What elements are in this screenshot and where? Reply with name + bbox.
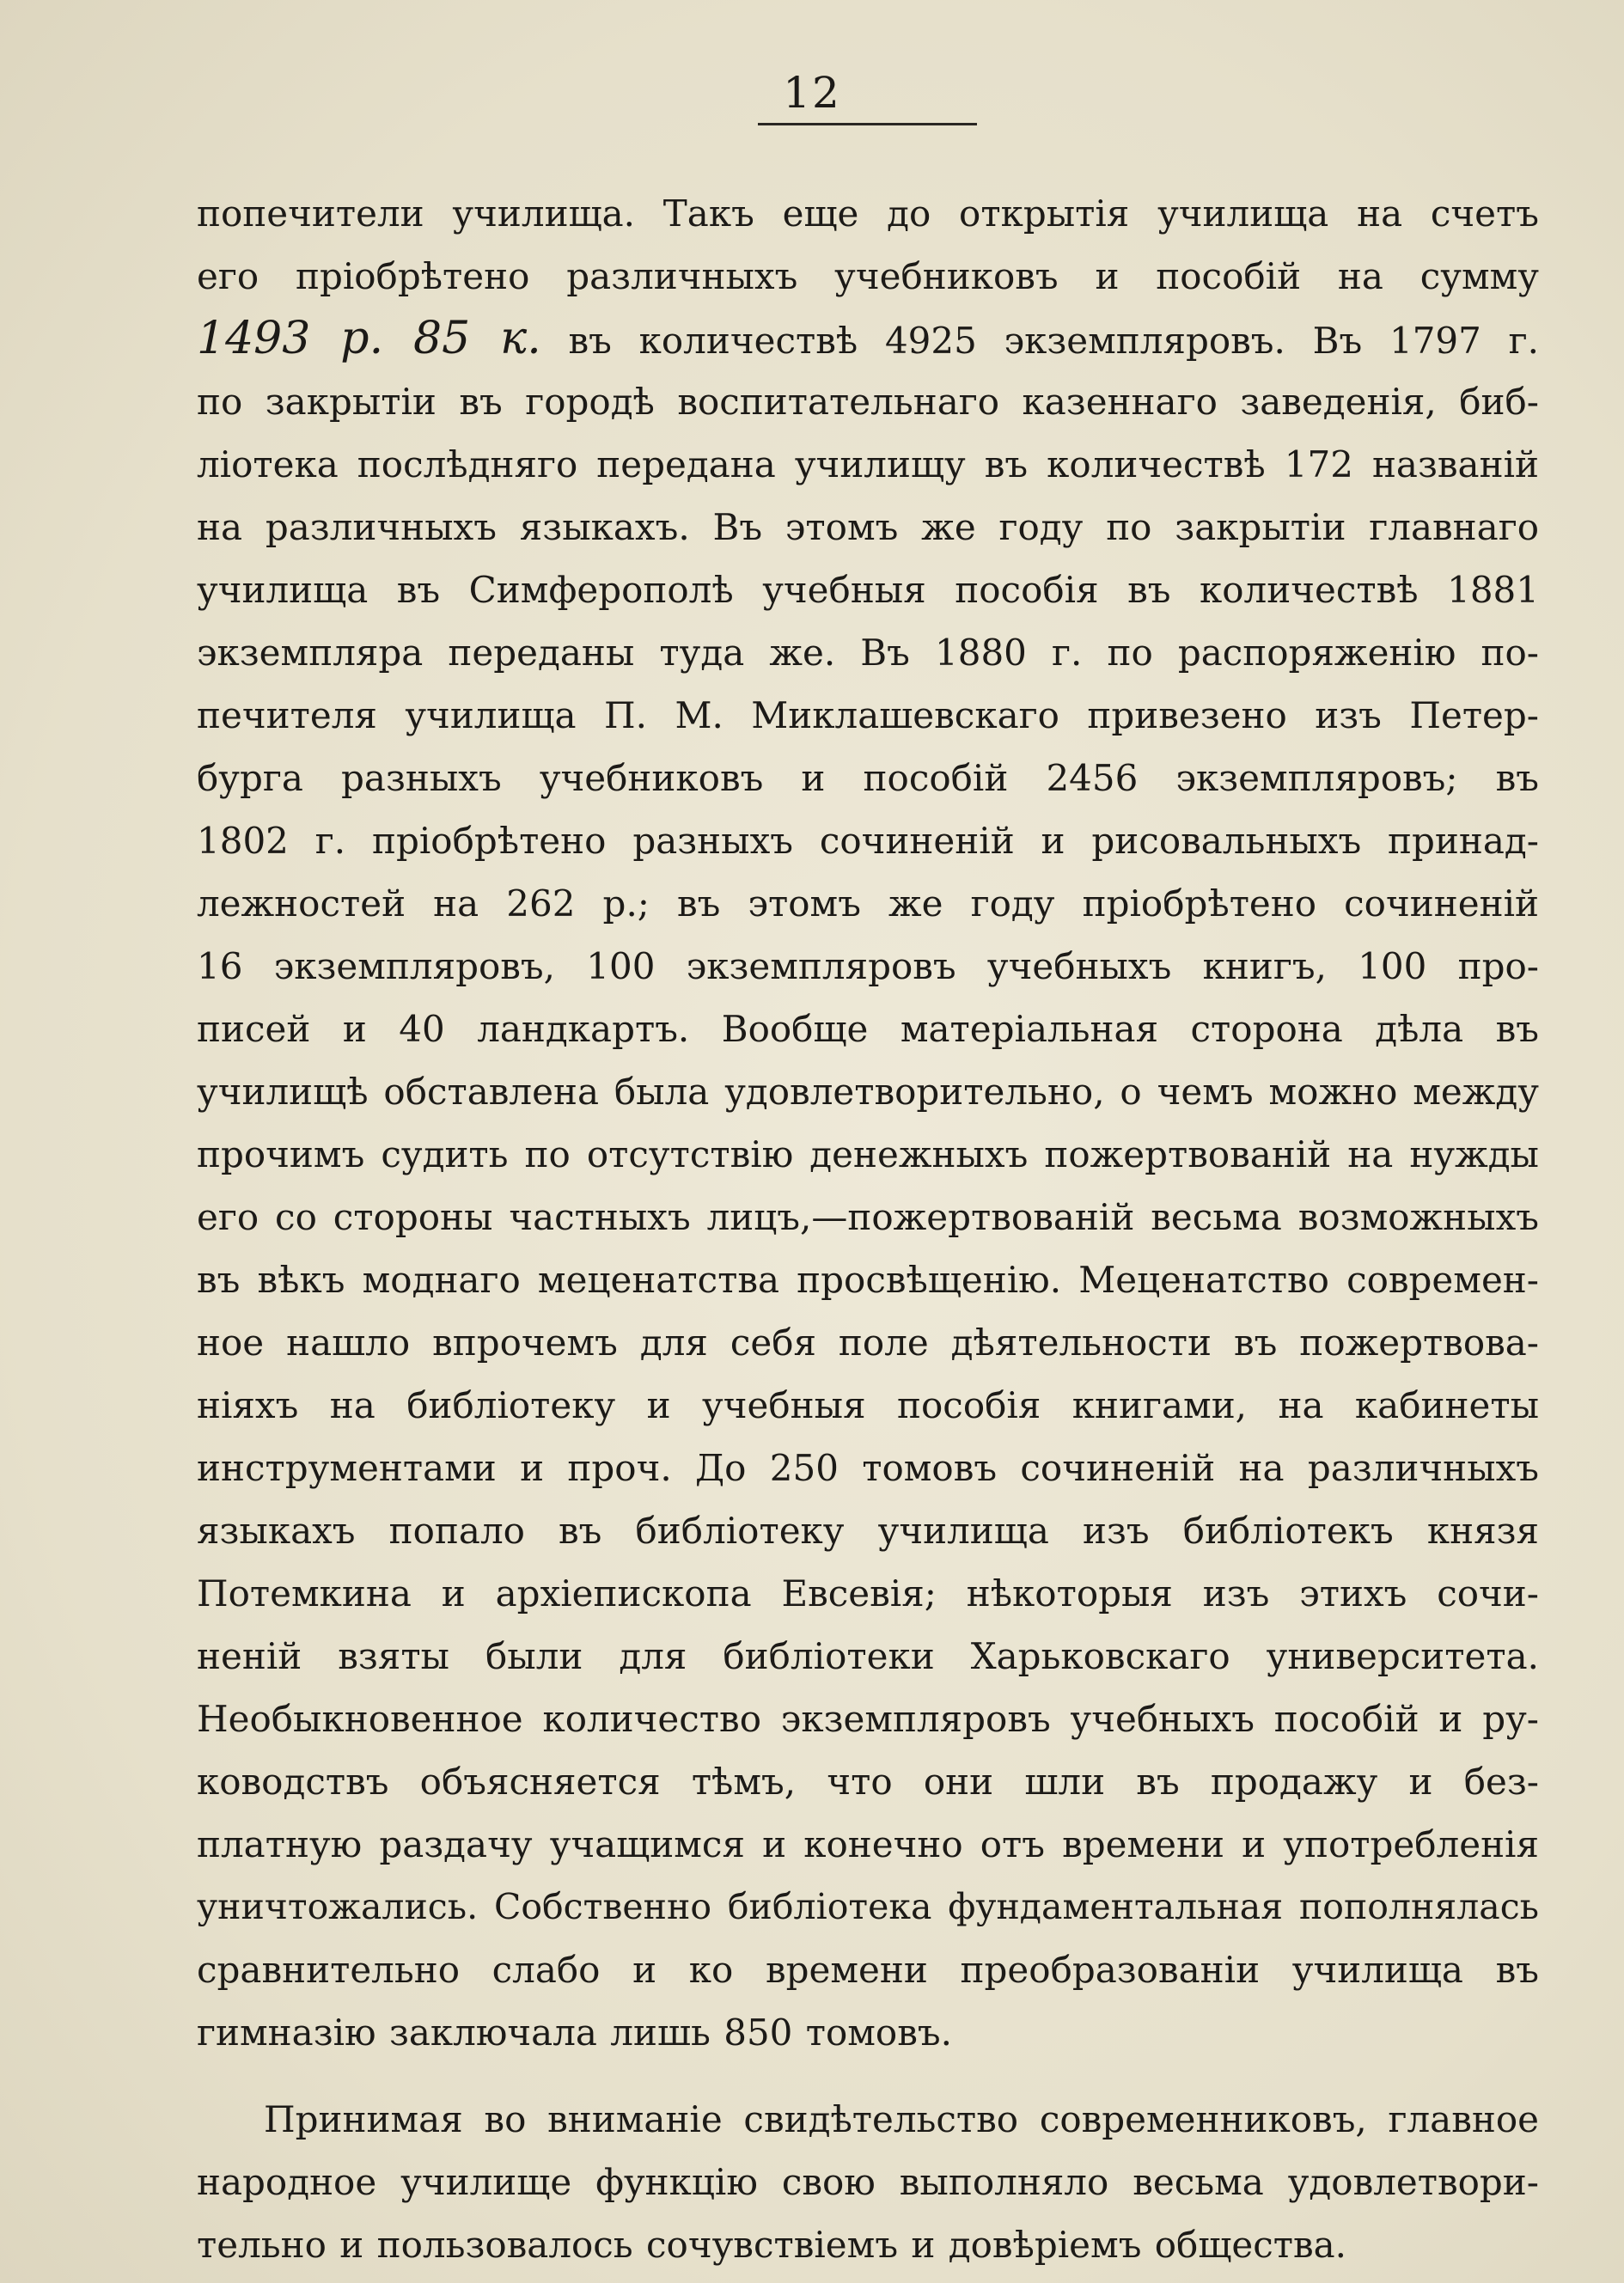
text-line: печителя училища П. М. Миклашевскаго привезено изъ Петер- [197,694,1539,736]
text-line: на различныхъ языкахъ. Въ этомъ же году по закрытіи главнаго [197,506,1539,548]
text-line: уничтожались. Собственно библіотека фундаментальная пополнялась [197,1886,1539,1927]
body-text [197,182,1539,2276]
text-line: училищѣ обставлена была удовлетворительно, о чемъ можно между [197,1071,1539,1113]
text-line: экземпляра переданы туда же. Въ 1880 г. по распоряженію по- [197,632,1539,674]
text-line [197,308,1539,370]
text-line: училища въ Симферополѣ учебныя пособія въ количествѣ 1881 [197,569,1539,611]
text-line: гимназію заключала лишь 850 томовъ. [197,2011,952,2054]
text-line: народное училище функцію свою выполняло весьма удовлетвори- [197,2161,1539,2203]
amount-text: 1493 р. 85 к. [197,313,541,364]
text-line: ліотека послѣдняго передана училищу въ количествѣ 172 названій [197,443,1539,485]
text-line: неній взяты были для библіотеки Харьковскаго университета. [197,1635,1539,1677]
text-line: попечители училища. Такъ еще до открытія училища на счетъ [197,192,1539,235]
text-line: ное нашло впрочемъ для себя поле дѣятельности въ пожертвова- [197,1322,1539,1364]
text-line: ніяхъ на библіотеку и учебныя пособія книгами, на кабинеты [197,1384,1539,1426]
text-line: бурга разныхъ учебниковъ и пособій 2456 экземпляровъ; въ [197,757,1539,799]
text-line: 16 экземпляровъ, 100 экземпляровъ учебныхъ книгъ, 100 про- [197,945,1539,987]
paragraph-2 [197,2088,1539,2276]
text-line: инструментами и проч. До 250 томовъ сочиненій на различныхъ [197,1447,1539,1489]
text-line: его пріобрѣтено различныхъ учебниковъ и пособій на сумму [197,255,1539,297]
text-line-rest: въ количествѣ 4925 экземпляровъ. Въ 1797 г. [568,320,1539,362]
text-line: по закрытіи въ городѣ воспитательнаго казеннаго заведенія, биб- [197,381,1539,423]
text-line: ководствъ объясняется тѣмъ, что они шли въ продажу и без- [197,1761,1539,1803]
text-line: сравнительно слабо и ко времени преобразованіи училища въ [197,1949,1539,1991]
paragraph-1 [197,182,1539,2064]
page-number: 12 [783,68,841,118]
header-rule [758,123,977,125]
text-line: 1802 г. пріобрѣтено разныхъ сочиненій и рисовальныхъ принад- [197,820,1539,862]
text-line: его со стороны частныхъ лицъ,—пожертвованій весьма возможныхъ [197,1196,1539,1238]
text-line: Принимая во вниманіе свидѣтельство современниковъ, главное [264,2098,1539,2140]
text-line: языкахъ попало въ библіотеку училища изъ библіотекъ князя [197,1510,1539,1552]
text-line: тельно и пользовалось сочувствіемъ и довѣріемъ общества. [197,2224,1347,2266]
text-line: платную раздачу учащимся и конечно отъ времени и употребленія [197,1823,1539,1865]
text-line: Потемкина и архіепископа Евсевія; нѣкоторыя изъ этихъ сочи- [197,1572,1539,1615]
text-line: писей и 40 ландкартъ. Вообще матеріальная сторона дѣла въ [197,1008,1539,1050]
text-line: въ вѣкъ моднаго меценатства просвѣщенію. Меценатство современ- [197,1259,1539,1301]
paragraph-gap [197,2064,1539,2088]
text-line: лежностей на 262 р.; въ этомъ же году пріобрѣтено сочиненій [197,882,1539,925]
text-line: прочимъ судить по отсутствію денежныхъ пожертвованій на нужды [197,1133,1539,1175]
text-line: Необыкновенное количество экземпляровъ учебныхъ пособій и ру- [197,1698,1539,1740]
